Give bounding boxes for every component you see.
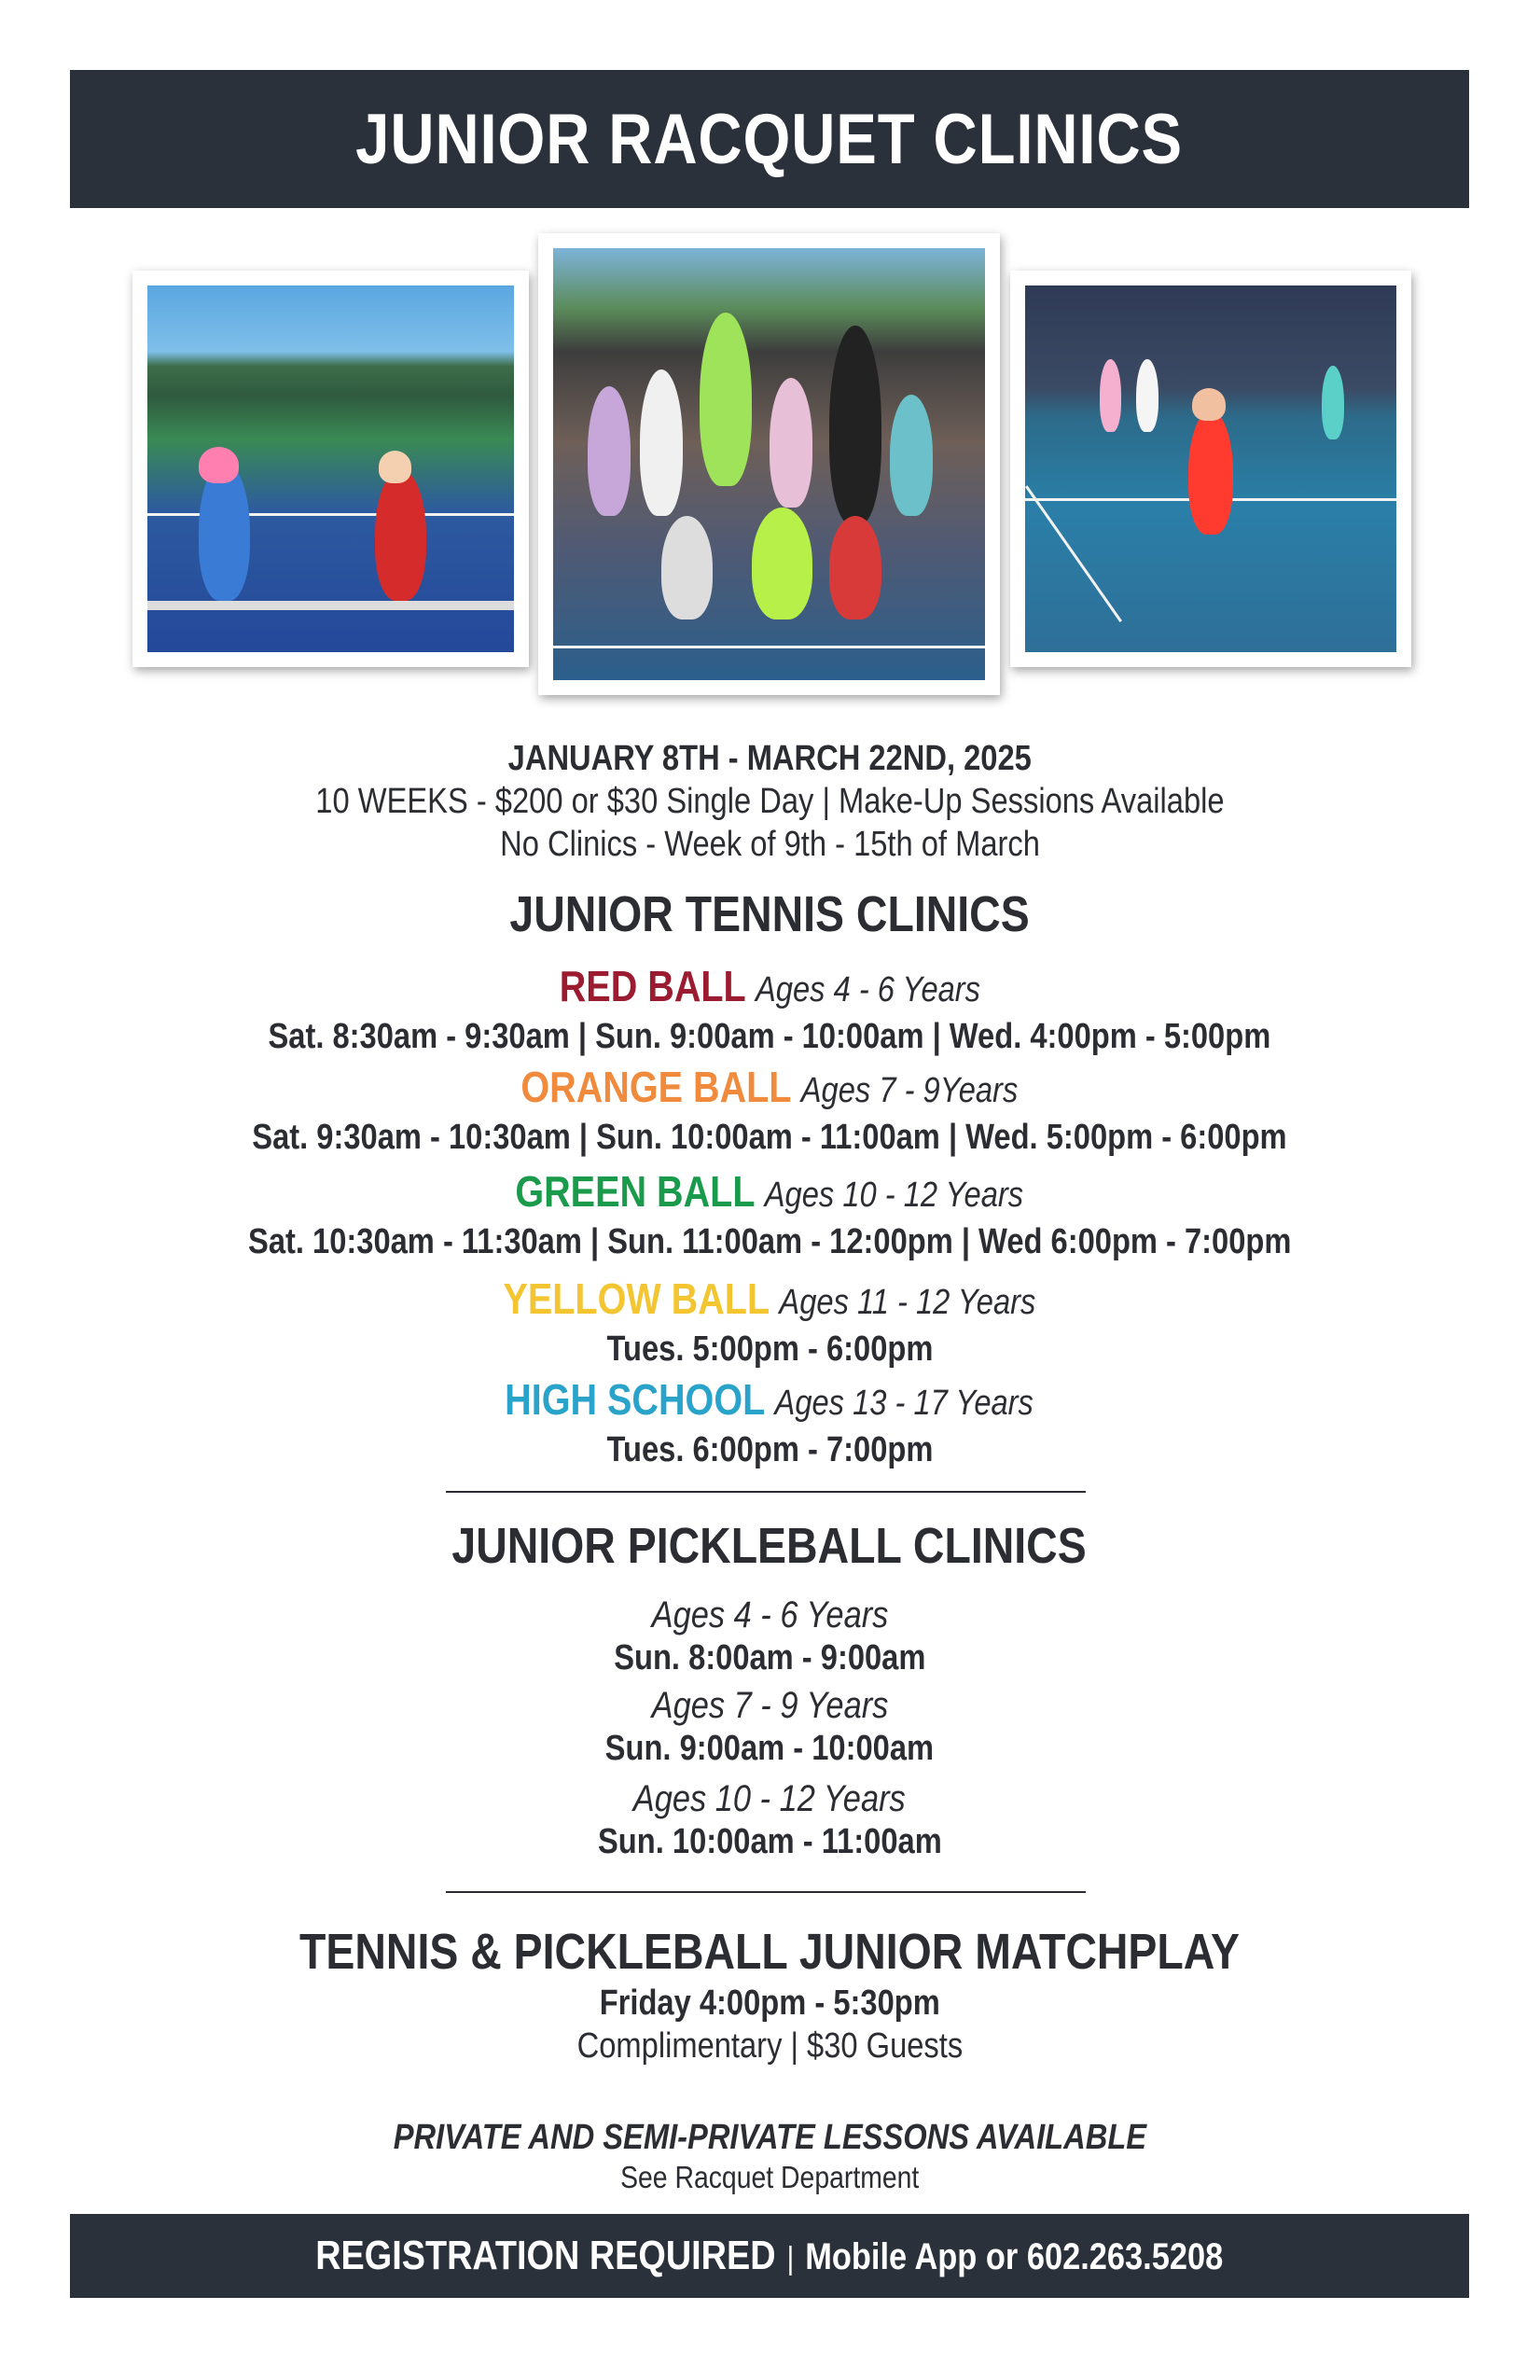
divider: [446, 1891, 1086, 1893]
red-ball-schedule: Sat. 8:30am - 9:30am | Sun. 9:00am - 10:00am | Wed. 4:00pm - 5:00pm: [268, 1017, 1271, 1056]
registration-required: REGISTRATION REQUIRED: [315, 2233, 776, 2278]
yellow-ball-schedule: Tues. 5:00pm - 6:00pm: [606, 1329, 933, 1369]
orange-ball-ages: Ages 7 - 9Years: [800, 1071, 1019, 1110]
registration-contact: Mobile App or 602.263.5208: [805, 2236, 1224, 2277]
green-ball-block: [70, 1166, 1469, 1263]
lessons-subtitle: See Racquet Department: [619, 2160, 920, 2194]
photo-image: [553, 248, 985, 680]
pickleball-group-1: [70, 1594, 1469, 1679]
lessons-section: [70, 2116, 1469, 2196]
divider: [446, 1491, 1086, 1493]
matchplay-title: TENNIS & PICKLEBALL JUNIOR MATCHPLAY: [298, 1924, 1240, 1980]
green-ball-ages: Ages 10 - 12 Years: [765, 1176, 1024, 1215]
pickleball-schedule-2: Sun. 9:00am - 10:00am: [604, 1729, 935, 1768]
photo-red-ball-kids: [132, 271, 529, 667]
yellow-ball-label: YELLOW BALL: [503, 1274, 770, 1323]
yellow-ball-ages: Ages 11 - 12 Years: [779, 1283, 1036, 1322]
pickleball-ages-3: Ages 10 - 12 Years: [633, 1778, 906, 1819]
orange-ball-block: [70, 1062, 1469, 1159]
registration-banner: [70, 2214, 1469, 2298]
red-ball-block: [70, 961, 1469, 1058]
pickleball-ages-1: Ages 4 - 6 Years: [651, 1594, 888, 1635]
title-banner: [70, 70, 1469, 208]
high-school-block: [70, 1374, 1469, 1471]
red-ball-ages: Ages 4 - 6 Years: [755, 970, 980, 1009]
session-pricing: 10 WEEKS - $200 or $30 Single Day | Make-Up Sessions Available: [314, 782, 1225, 821]
separator: |: [786, 2241, 795, 2276]
high-school-ages: Ages 13 - 17 Years: [775, 1384, 1034, 1423]
photo-image: [1025, 285, 1396, 652]
matchplay-section: [70, 1922, 1469, 2067]
lessons-title: PRIVATE AND SEMI-PRIVATE LESSONS AVAILABLE: [393, 2118, 1146, 2157]
high-school-label: HIGH SCHOOL: [505, 1375, 766, 1424]
photo-image: [147, 285, 514, 652]
session-info: [70, 737, 1469, 866]
photo-junior-player: [1010, 271, 1411, 667]
pickleball-schedule-3: Sun. 10:00am - 11:00am: [597, 1822, 942, 1861]
high-school-schedule: Tues. 6:00pm - 7:00pm: [606, 1430, 933, 1469]
session-dates: JANUARY 8TH - MARCH 22ND, 2025: [507, 739, 1032, 778]
pickleball-group-3: [70, 1777, 1469, 1863]
red-ball-label: RED BALL: [559, 962, 745, 1010]
page-title: JUNIOR RACQUET CLINICS: [355, 99, 1184, 179]
photo-group-clinic: [538, 233, 1000, 695]
tennis-section: [70, 884, 1469, 944]
matchplay-price: Complimentary | $30 Guests: [576, 2026, 963, 2066]
yellow-ball-block: [70, 1274, 1469, 1371]
green-ball-schedule: Sat. 10:30am - 11:30am | Sun. 11:00am - 12:00pm | Wed 6:00pm - 7:00pm: [247, 1222, 1292, 1261]
pickleball-ages-2: Ages 7 - 9 Years: [651, 1685, 888, 1726]
pickleball-group-2: [70, 1684, 1469, 1770]
pickleball-section: [70, 1516, 1469, 1576]
orange-ball-schedule: Sat. 9:30am - 10:30am | Sun. 10:00am - 11:00am | Wed. 5:00pm - 6:00pm: [252, 1118, 1287, 1157]
orange-ball-label: ORANGE BALL: [520, 1063, 791, 1111]
green-ball-label: GREEN BALL: [515, 1167, 756, 1216]
matchplay-schedule: Friday 4:00pm - 5:30pm: [599, 1983, 940, 2023]
pickleball-schedule-1: Sun. 8:00am - 9:00am: [613, 1638, 926, 1677]
pickleball-title: JUNIOR PICKLEBALL CLINICS: [451, 1518, 1088, 1574]
no-clinics-note: No Clinics - Week of 9th - 15th of March: [499, 825, 1040, 864]
tennis-title: JUNIOR TENNIS CLINICS: [509, 886, 1030, 942]
